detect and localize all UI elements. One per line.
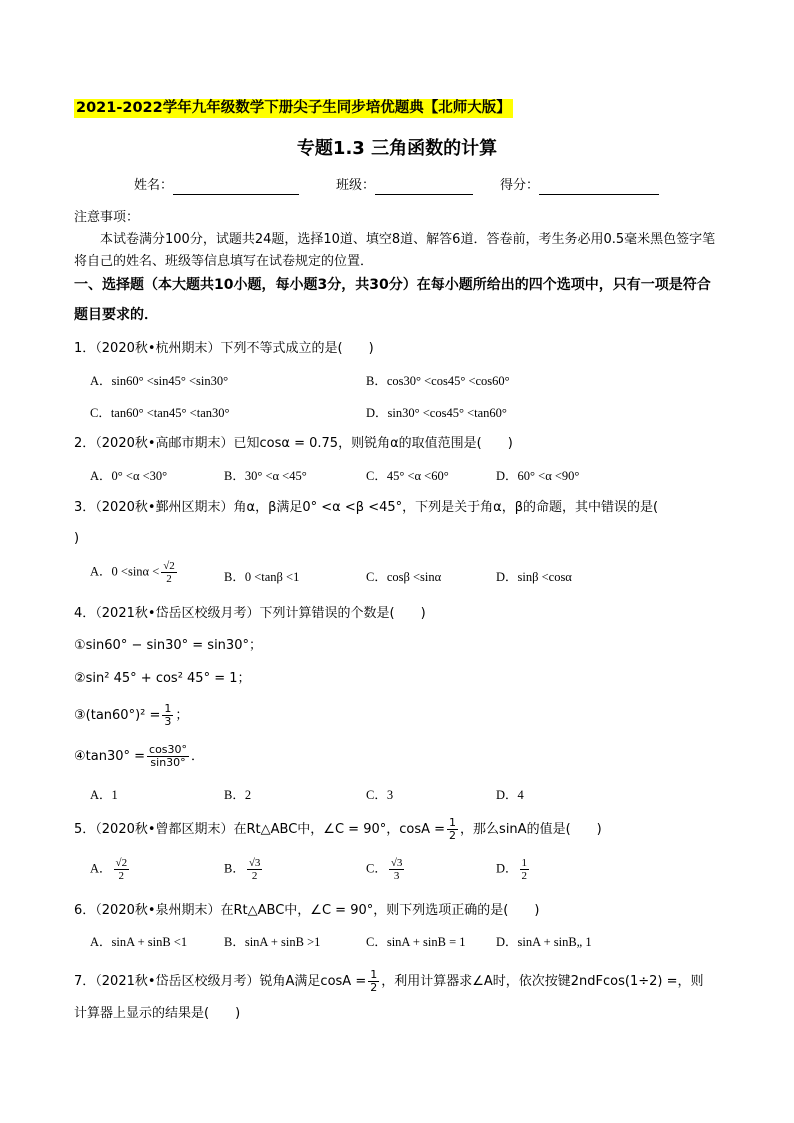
question-3-stem: 3．（2020秋•鄞州区期末）角α，β满足0° <α <β <45°，下列是关于角α，β的命题，其中错误的是( (74, 500, 659, 515)
fraction-numerator: √3 (390, 857, 403, 869)
q4-item-3 (74, 703, 188, 728)
q4-option-a[interactable]: A．1 (90, 788, 118, 802)
class-label: 班级： (336, 178, 376, 193)
notice-body: 本试卷满分100分，试题共24题，选择10道、填空8道、解答6道．答卷前，考生务必用0.5毫米黑色签字笔将自己的姓名、班级等信息填写在试卷规定的位置． (74, 232, 716, 269)
q7-stem-text: 7．（2021秋•岱岳区校级月考）锐角A满足cosA = (74, 974, 367, 989)
page-title: 专题1.3 三角函数的计算 (296, 138, 498, 159)
q6-option-a[interactable]: A．sinA + sinB <1 (90, 935, 188, 949)
section-heading: 一、选择题（本大题共10小题，每小题3分，共30分）在每小题所给出的四个选项中，只有一项是符合题目要求的． (74, 277, 711, 323)
q3-option-a[interactable] (90, 560, 179, 585)
q1-option-b[interactable]: B．cos30° <cos45° <cos60° (366, 374, 510, 388)
q3-option-b[interactable]: B．0 <tanβ <1 (224, 570, 300, 584)
fraction-denominator: 2 (370, 981, 378, 994)
notice-label: 注意事项： (74, 210, 140, 225)
q6-option-d[interactable]: D．sinA + sinB„ 1 (496, 935, 592, 949)
fraction-denominator: 2 (118, 870, 125, 882)
q5-stem-fraction (447, 817, 458, 842)
fraction-numerator: 1 (370, 968, 378, 981)
q5-stem-text: 5．（2020秋•曾都区期末）在Rt△ABC中，∠C = 90°，cosA = (74, 822, 446, 837)
question-3-stem-end: ) (74, 531, 80, 546)
fraction-numerator: cos30° (149, 743, 188, 756)
q4-item-4-fraction (147, 744, 189, 769)
fraction-denominator: 2 (449, 829, 457, 842)
q5-option-b-fraction (247, 857, 263, 882)
q4-item-1: ①sin60° − sin30° = sin30°； (74, 638, 262, 653)
q5-option-d-label: D． (496, 861, 518, 876)
q2-option-a[interactable]: A．0° <α <30° (90, 469, 168, 483)
q4-item-4-text: ④tan30° = (74, 749, 146, 764)
q3-option-a-text: A．0 <sinα < (90, 564, 160, 579)
q5-option-a-label: A． (90, 861, 112, 876)
q4-option-d[interactable]: D．4 (496, 788, 524, 802)
q4-item-2: ②sin² 45° + cos² 45° = 1； (74, 671, 251, 686)
question-2-stem: 2．（2020秋•高邮市期末）已知cosα = 0.75，则锐角α的取值范围是( ) (74, 436, 513, 451)
score-blank[interactable] (539, 180, 659, 195)
fraction-numerator: 1 (521, 857, 528, 869)
q4-item-3-fraction (162, 703, 173, 728)
series-banner: 2021-2022学年九年级数学下册尖子生同步培优题典【北师大版】 (76, 100, 511, 116)
q1-option-c[interactable]: C．tan60° <tan45° <tan30° (90, 406, 230, 420)
q3-option-d[interactable]: D．sinβ <cosα (496, 570, 572, 584)
q5-option-c-fraction (389, 857, 405, 882)
question-7-stem (74, 969, 703, 994)
q2-option-c[interactable]: C．45° <α <60° (366, 469, 449, 483)
class-field[interactable] (336, 177, 473, 195)
q4-option-b[interactable]: B．2 (224, 788, 252, 802)
q5-option-c[interactable] (366, 857, 406, 882)
q1-option-d[interactable]: D．sin30° <cos45° <tan60° (366, 406, 507, 420)
q6-option-b[interactable]: B．sinA + sinB >1 (224, 935, 321, 949)
q2-option-b[interactable]: B．30° <α <45° (224, 469, 307, 483)
q5-option-c-label: C． (366, 861, 387, 876)
question-1-stem: 1．（2020秋•杭州期末）下列不等式成立的是( ) (74, 341, 374, 356)
q3-option-a-fraction (161, 560, 177, 585)
q4-option-c[interactable]: C．3 (366, 788, 394, 802)
q7-stem-end: ，利用计算器求∠A时，依次按键2ndFcos(1÷2) =，则 (381, 974, 704, 989)
q1-option-a[interactable]: A．sin60° <sin45° <sin30° (90, 374, 229, 388)
score-field[interactable] (500, 177, 659, 195)
question-4-stem: 4．（2021秋•岱岳区校级月考）下列计算错误的个数是( ) (74, 606, 426, 621)
class-blank[interactable] (375, 180, 473, 195)
question-7-stem-line2: 计算器上显示的结果是( ) (74, 1006, 241, 1021)
fraction-numerator: √2 (115, 857, 128, 869)
q4-item-4 (74, 744, 204, 769)
q5-option-b-label: B． (224, 861, 245, 876)
q5-option-b[interactable] (224, 857, 264, 882)
question-5-stem (74, 817, 602, 842)
score-label: 得分： (500, 178, 540, 193)
fraction-denominator: 2 (521, 870, 528, 882)
q4-item-3-text: ③(tan60°)² = (74, 708, 161, 723)
name-field[interactable] (134, 177, 299, 195)
q4-item-4-end: ． (191, 749, 205, 764)
q4-item-3-end: ； (175, 708, 189, 723)
fraction-denominator: 2 (166, 573, 172, 585)
q7-stem-fraction (368, 969, 379, 994)
q5-option-a[interactable] (90, 857, 131, 882)
q5-option-d-fraction (520, 857, 530, 882)
q2-option-d[interactable]: D．60° <α <90° (496, 469, 580, 483)
question-6-stem: 6．（2020秋•泉州期末）在Rt△ABC中，∠C = 90°，则下列选项正确的是( ) (74, 903, 540, 918)
q6-option-c[interactable]: C．sinA + sinB = 1 (366, 935, 466, 949)
q3-option-c[interactable]: C．cosβ <sinα (366, 570, 442, 584)
fraction-denominator: 2 (251, 870, 258, 882)
q5-option-d[interactable] (496, 857, 531, 882)
fraction-numerator: √3 (248, 857, 261, 869)
fraction-denominator: 3 (164, 715, 172, 728)
name-blank[interactable] (173, 180, 299, 195)
q5-stem-end: ，那么sinA的值是( ) (460, 822, 602, 837)
q5-option-a-fraction (114, 857, 130, 882)
name-label: 姓名： (134, 178, 174, 193)
fraction-denominator: sin30° (150, 756, 186, 769)
fraction-numerator: 1 (449, 816, 457, 829)
fraction-numerator: 1 (164, 702, 172, 715)
fraction-denominator: 3 (393, 870, 400, 882)
fraction-numerator: √2 (163, 560, 175, 572)
